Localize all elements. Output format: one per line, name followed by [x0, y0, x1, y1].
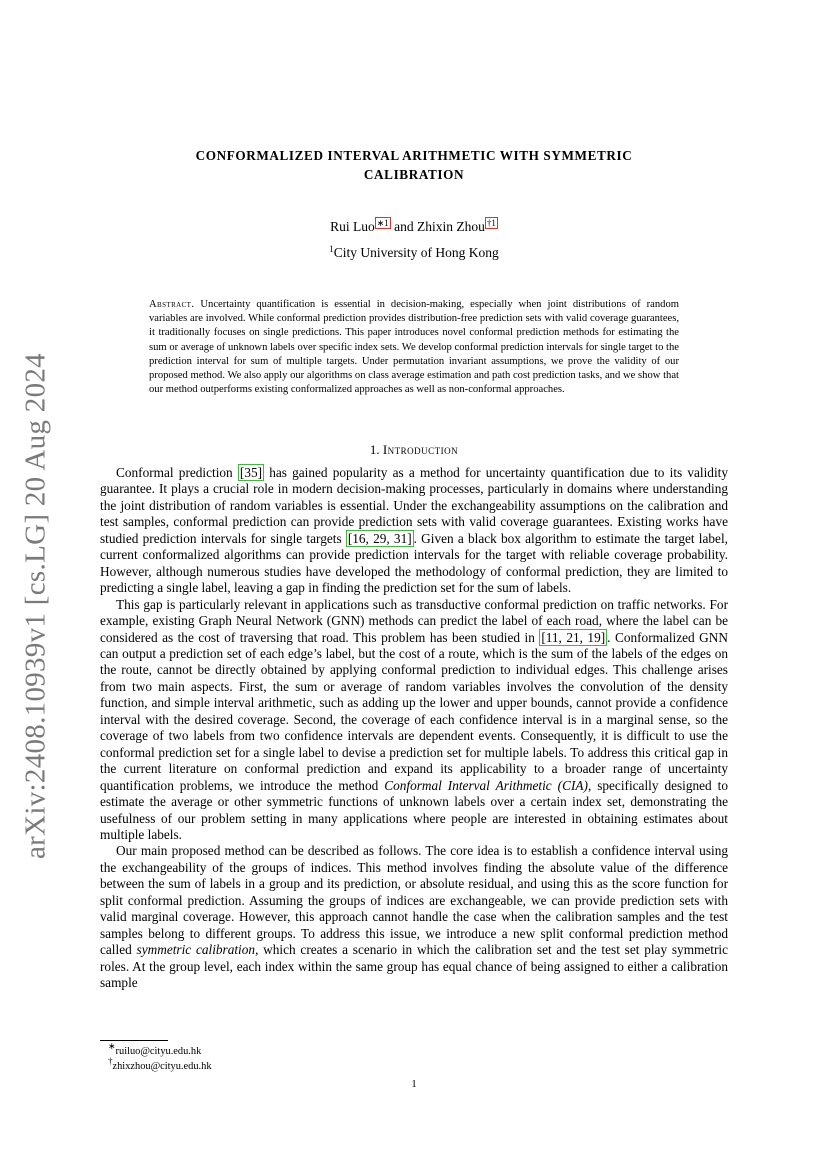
text-run: . Given a black box algorithm to estimate the target label, current conformalized algorithms can provide prediction intervals for the target with reliable coverage probability. However, although numerous studies have developed the methodology of conformal prediction, they are limited to predicting a single label, leaving a gap in finding the prediction set for the sum of labels.	[100, 530, 728, 596]
citation-link[interactable]: [11, 21, 19]	[541, 629, 606, 645]
paragraph	[100, 465, 728, 597]
text-run: , which creates a scenario in which the calibration set and the test set play symmetric roles. At the group level, each index within the same group has equal chance of being assigned to either a calibration sample	[100, 942, 729, 991]
emphasis-text: Conformal Interval Arithmetic (CIA)	[384, 777, 588, 793]
text-run: . Conformalized GNN can output a prediction set of each edge’s label, but the cost of a route, which is the sum of the labels of the edges on the route, cannot be directly obtained by applying conformal prediction to individual edges. This challenge arises from two main aspects. First, the sum or average of random variables involves the convolution of the density function, and simple interval arithmetic, such as adding up the lower and upper bounds, cannot provide a confidence interval with the desired coverage. Second, the coverage of each confidence interval is in a marginal sense, so the coverage of two labels from two confidence intervals are dependent events. Consequently, it is difficult to use the conformal prediction set for a single label to devise a prediction set for multiple labels. To address this critical gap in the current literature on conformal prediction and expand its applicability to a broader range of uncertainty quantification problems, we introduce the method	[100, 629, 728, 793]
author-separator: and	[390, 219, 418, 234]
footnotes	[108, 1041, 212, 1074]
body-text	[100, 465, 728, 992]
abstract-heading: Abstract.	[149, 299, 195, 310]
abstract-text: Uncertainty quantification is essential in decision-making, especially when joint distributions of random variables are involved. While conformal prediction provides distribution-free prediction sets with valid coverage guarantees, it traditionally focuses on single predictions. This paper introduces novel conformal prediction methods for estimating the sum or average of unknown labels over specific index sets. We develop conformal prediction intervals for single target to the prediction interval for sum of multiple targets. Under permutation invariant assumptions, we prove the validity of our proposed method. We also apply our algorithms on class average estimation and path cost prediction tasks, and we show that our method outperforms existing conformalized approaches as well as non-conformal approaches.	[149, 299, 679, 396]
paragraph	[100, 843, 728, 991]
affiliation	[100, 245, 728, 261]
footnote-1	[108, 1041, 212, 1060]
emphasis-text: symmetric calibration	[136, 942, 256, 958]
section-number: 1.	[369, 442, 380, 457]
author-list	[100, 219, 728, 235]
footnote-email: zhixzhou@cityu.edu.hk	[112, 1060, 212, 1072]
title-line-2: CALIBRATION	[363, 167, 465, 182]
footnote-link[interactable]: ∗1	[376, 218, 389, 228]
footnote-email: ruiluo@cityu.edu.hk	[115, 1046, 202, 1057]
author-name: Zhixin Zhou	[417, 219, 485, 234]
author-name: Rui Luo	[330, 219, 375, 234]
paragraph	[100, 597, 728, 844]
section-title: Introduction	[382, 442, 459, 457]
citation-link[interactable]: [35]	[239, 465, 263, 480]
affiliation-name: City University of Hong Kong	[333, 245, 499, 260]
text-run: This gap is particularly relevant in applications such as transductive conformal prediction on traffic networks. For example, existing Graph Neural Network (GNN) methods can predict the label of each road, where the label can be considered as the cost of traversing that road. This problem has been studied in	[100, 596, 728, 645]
citation-link[interactable]: [16, 29, 31]	[347, 530, 412, 546]
footnote-mark: †	[108, 1055, 113, 1066]
title-line-1: CONFORMALIZED INTERVAL ARITHMETIC WITH SYMMETRIC	[195, 148, 633, 163]
footnote-2	[108, 1055, 212, 1075]
text-run: has gained popularity as a method for uncertainty quantification due to its validity guarantee. It plays a crucial role in modern decision-making processes, particularly in domains where understanding the joint distribution of random variables is essential. Under the exchangeability assumptions on the calibration and test samples, conformal prediction can provide prediction sets with valid coverage guarantees. Existing works have studied prediction intervals for single targets	[100, 465, 728, 546]
text-run: Our main proposed method can be described as follows. The core idea is to establish a confidence interval using the exchangeability of the groups of indices. This method involves finding the absolute value of the difference between the sum of labels in a group and its prediction, or absolute residual, and using this as the score function for split conformal prediction. Assuming the groups of indices are exchangeable, we can provide prediction sets with valid marginal coverage. However, this approach cannot handle the case when the calibration samples and the test samples belong to different groups. To address this issue, we introduce a new split conformal prediction method called	[100, 843, 728, 958]
text-run: Conformal prediction	[116, 465, 238, 480]
footnote-mark: ∗	[108, 1041, 116, 1051]
arxiv-sidebar-stamp	[0, 0, 60, 1171]
arxiv-identifier: arXiv:2408.10939v1 [cs.LG] 20 Aug 2024	[19, 353, 52, 859]
footnote-link[interactable]: †1	[486, 218, 496, 228]
text-run: , specifically designed to estimate the average or other symmetric functions of unknown labels over a certain index set, demonstrating the usefulness of our problem setting in many applications where people are interested in obtaining estimates about multiple labels.	[100, 777, 728, 842]
section-heading	[100, 442, 728, 458]
abstract	[149, 298, 679, 397]
affiliation-mark: 1	[329, 244, 334, 254]
page-number: 1	[411, 1079, 417, 1090]
paper-title	[100, 146, 728, 184]
